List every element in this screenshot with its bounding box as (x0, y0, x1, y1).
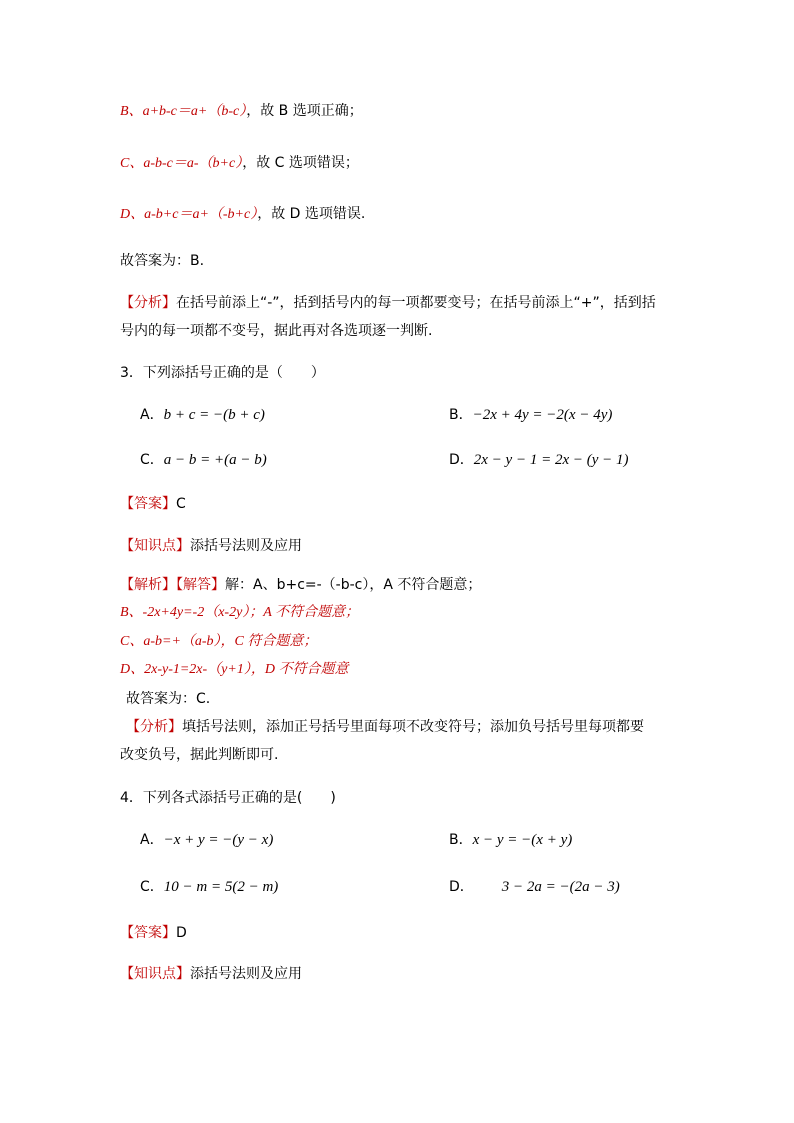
q3-solution-line-4: D、2x-y-1=2x-（y+1），D 不符合题意 (120, 662, 349, 677)
q2-analysis-line-2: 号内的每一项都不变号，据此再对各选项逐一判断. (120, 323, 433, 339)
q3-solution-line-2: B、-2x+4y=-2（x-2y）；A 不符合题意； (120, 605, 360, 620)
q2-solution-line-b: B、a+b-c＝a+（b-c），故 B 选项正确； (120, 103, 363, 119)
q2-answer-line: 故答案为：B. (120, 253, 205, 269)
q2-solution-line-d: D、a-b+c＝a+（-b+c），故 D 选项错误. (120, 206, 366, 222)
q3-analysis-line-2: 改变负号，据此判断即可. (120, 747, 279, 763)
q3-analysis-line-1: 【分析】填括号法则，添加正号括号里面每项不改变符号；添加负号括号里每项都要 (126, 719, 644, 735)
q3-knowledge: 【知识点】添括号法则及应用 (120, 538, 302, 554)
q3-solution-line-1: 【解析】【解答】解：A、b+c=-（-b-c），A 不符合题意； (120, 577, 482, 593)
q2-solution-line-c: C、a-b-c＝a-（b+c），故 C 选项错误； (120, 155, 359, 171)
q4-stem: 4．下列各式添括号正确的是( ) (120, 790, 336, 806)
q4-option-d: D． 3 − 2a = −(2a − 3) (449, 879, 620, 895)
q3-option-c: C．a − b = +(a − b) (140, 452, 267, 468)
q3-solution-line-5: 故答案为：C. (126, 691, 211, 707)
q4-option-a: A．−x + y = −(y − x) (140, 832, 274, 848)
q4-option-c: C．10 − m = 5(2 − m) (140, 879, 279, 895)
q4-knowledge: 【知识点】添括号法则及应用 (120, 966, 302, 982)
q3-option-b: B．−2x + 4y = −2(x − 4y) (449, 407, 613, 423)
q2-analysis-line-1: 【分析】在括号前添上“-”，括到括号内的每一项都要变号；在括号前添上“+”，括到括 (120, 295, 656, 311)
q4-option-b: B．x − y = −(x + y) (449, 832, 573, 848)
q3-stem: 3．下列添括号正确的是（ ） (120, 365, 325, 381)
q3-option-a: A．b + c = −(b + c) (140, 407, 265, 423)
q3-answer: 【答案】C (120, 496, 186, 512)
q4-answer: 【答案】D (120, 925, 187, 941)
q3-solution-line-3: C、a-b=+（a-b），C 符合题意； (120, 634, 318, 649)
q3-option-d: D．2x − y − 1 = 2x − (y − 1) (449, 452, 629, 468)
